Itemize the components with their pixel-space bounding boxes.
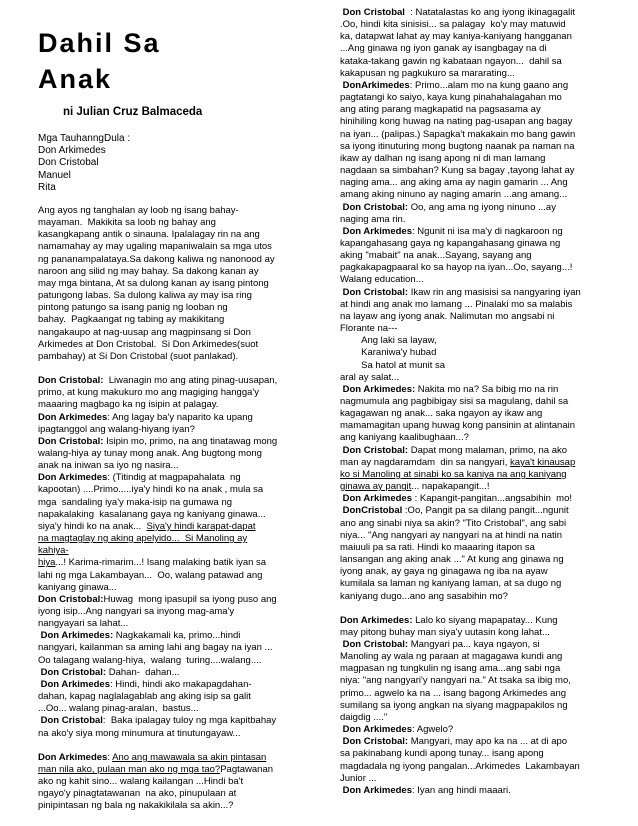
underlined-text: Siya'y hindi karapat-dapat na magtaglay ng aking apelyido... Si Manoling ay kahiya- hiya bbox=[38, 520, 256, 569]
dialogue-paragraph bbox=[38, 375, 300, 411]
speaker-name: Don Cristobal: bbox=[340, 444, 409, 456]
dialogue-text: Huwag mong ipasupil sa iyong puso ang iyong isip...Ang nangyari sa inyong mag-ama'y nangyayari sa lahat... bbox=[38, 593, 277, 630]
dialogue-text: Isipin mo, primo, na ang tinatawag mong walang-hiya ay tunay mong anak. Ang bugtong mong anak na iniwan sa iyo ng nasira... bbox=[38, 435, 278, 472]
speaker-name: Don Arkimedes bbox=[340, 724, 412, 736]
dialogue-text: Lalo ko siyang mapapatay... Kung may pitong buhay man siya'y uutasin kong lahat... bbox=[340, 614, 558, 638]
dialogue-text: Dahan- dahan... bbox=[106, 666, 180, 678]
dialogue-paragraph bbox=[38, 667, 300, 679]
dialogue-text: Ang ayos ng tanghalan ay loob ng isang bahay- mayaman. Makikita sa loob ng bahay ang kasangkapang antik o sinauna. Ipalalagay rin na ang namamahay ay may ugaling mapaniwalain sa mga utos ng pananampalataya.Sa dakong kaliwa ng nanonood ay naroon ang silid ng may bahay. Sa dakong kanan ay may mga bintana, At sa dulong kanan ay isang pintong patungong labas. Sa dulong kaliwa ay may isa ring pintong patungo sa isang panig ng looban ng bahay. Pagkaangat ng tabing ay makikitang nangakaupo at nag-uusap ang magpinsang si Don Arkimedes at Don Cristobal. Si Don Arkimedes(suot pambahay) at Si Don Cristobal (suot panlakad). bbox=[38, 205, 275, 362]
dialogue-text: Ikaw rin ang masisisi sa nangyaring iyan at hindi ang anak mo lamang ... Pinalaki mo sa malabis na layaw ang iyong anak. Nalimutan mo angsabi ni Florante na--- bbox=[340, 286, 581, 335]
speaker-name: Don Arkimedes bbox=[38, 751, 108, 763]
dialogue-paragraph bbox=[38, 412, 300, 436]
cast-member: Don Cristobal bbox=[38, 157, 99, 169]
dialogue-text: Liwanagin mo ang ating pinag-uusapan, primo, at kung makukuro mo ang magiging hangga'y maaaring magbago ka ng isipin at palagay. bbox=[38, 375, 278, 411]
speaker-name: Don Cristobal: bbox=[38, 593, 104, 605]
underlined-text: kaya't kinausap ko si Manoling at sinabi ko sa kaniya na ang kaniyang ginawa ay pangit bbox=[340, 456, 576, 493]
dialogue-text: ... napakapangit...! bbox=[411, 481, 490, 493]
dialogue-text: : Primo...alam mo na kung gaano ang pagtatangi ko saiyo, kaya kung pinahahalagahan mo ang ating parang magkapatid na pagsasama ay hinihiling kong huwag na nating pag-usapan ang bagay na iyan... (palipas.) Sapagka't makakain mo bang gawin sa iyong itinuturing mong bugtong naanak pa naman na ikaw ay dalhan ng isang apong ni di man lamang nagdaan sa simbahan? Kung sa bagay ,tayong lahat ay naging ama... ang aking ama ay nagin gamarin ... Ang amang aking ninuno ay naging amarin ...ang amang... bbox=[340, 79, 576, 201]
dialogue-paragraph bbox=[340, 445, 622, 494]
dialogue-paragraph bbox=[340, 505, 622, 602]
speaker-name: Don Cristobal: bbox=[340, 638, 409, 650]
paragraph-gap bbox=[38, 740, 300, 752]
speaker-name: Don Arkimedes bbox=[38, 678, 110, 690]
dialogue-paragraph bbox=[340, 736, 622, 785]
dialogue-paragraph bbox=[38, 436, 300, 472]
dialogue-text: Oo, ang ama ng iyong ninuno ...ay naging ama rin. bbox=[340, 201, 556, 225]
dialogue-text: Mangyari, may apo ka na ... at di apo sa pakinabang kundi apong tunay... isang apong magdadala ng iyong pangalan...Arkimedes Lakambayan Junior ... bbox=[340, 736, 580, 784]
right-body-text bbox=[340, 7, 622, 797]
underlined-text: Ano ang mawawala sa akin pintasan man nila ako, pulaan man ako ng mga tao? bbox=[38, 751, 267, 775]
dialogue-text: : Kapangit-pangitan...angsabihin mo! bbox=[411, 493, 573, 505]
dialogue-paragraph bbox=[38, 752, 300, 813]
cast-member: Don Arkimedes bbox=[38, 145, 106, 157]
dialogue-text: : Natatalastas ko ang iyong ikinagagalit .Oo, hindi kita sinisisi... sa palagay ko'y may matuwid ka, datapwat lahat ay may kaniya-kaniyang hangganan ...Ang ginawa ng iyon ganak ay isangbagay na di kataka-takang gawin ng kabataan ngayon... dahil sa kakapusan ng pagkukuro sa mararating... bbox=[340, 7, 575, 79]
dialogue-paragraph bbox=[340, 615, 622, 639]
dialogue-paragraph bbox=[340, 7, 622, 80]
cast-member: Manuel bbox=[38, 169, 71, 181]
dialogue-paragraph bbox=[340, 384, 622, 445]
cast-list bbox=[38, 133, 130, 194]
speaker-name: Don Cristobal bbox=[38, 715, 103, 727]
dialogue-text: : Ngunit ni isa ma'y di nagkaroon ng kapangahasang gaya ng kapangahasang ginawa ng aking "mabait" na anak...Sayang, sayang ang pagkakapagpaaral ko sa hayop na iyan...Oo, sayang...! Walang education... bbox=[340, 225, 573, 286]
cast-member: Rita bbox=[38, 181, 56, 193]
dialogue-paragraph bbox=[38, 472, 300, 594]
dialogue-paragraph bbox=[38, 594, 300, 630]
left-body-text bbox=[38, 205, 300, 813]
dialogue-text: : Ang lagay ba'y naparito ka upang ipagtanggol ang walang-hiyang iyan? bbox=[38, 411, 253, 435]
title-line-1: Dahil Sa bbox=[38, 28, 161, 58]
speaker-name: Don Cristobal: bbox=[38, 666, 107, 678]
dialogue-paragraph bbox=[38, 205, 300, 363]
speaker-name: Don Arkimedes: bbox=[340, 383, 416, 395]
speaker-name: Don Arkimedes bbox=[38, 411, 108, 423]
speaker-name: Don Cristobal: bbox=[340, 201, 409, 213]
speaker-name: Don Cristobal: bbox=[340, 736, 409, 748]
dialogue-text: :Oo, Pangit pa sa dilang pangit...ngunit ano ang sinabi niya sa akin? "Tito Cristobal", ang sabi niya... "Ang nangyari ay nangyari na at hindi na natin maiuuli pa sa rati. Hindi ko maaaring itapon sa lansangan ang aking anak ..." At kung ang ginawa ng iyong anak, ay gaya ng ginagawa ng iba na ayaw kumilala sa laman ng kaniyang laman, at sa dugo ng kaniyang dugo...ano ang sasabihin mo? bbox=[340, 505, 569, 602]
speaker-name: Don Arkimedes: bbox=[340, 614, 413, 626]
dialogue-paragraph bbox=[340, 724, 622, 736]
dialogue-text: : bbox=[107, 751, 113, 763]
dialogue-paragraph bbox=[340, 202, 622, 226]
speaker-name: DonArkimedes bbox=[340, 79, 410, 91]
paragraph-gap bbox=[38, 363, 300, 375]
dialogue-paragraph bbox=[340, 639, 622, 724]
dialogue-paragraph bbox=[38, 630, 300, 666]
speaker-name: Don Cristobal bbox=[340, 7, 405, 18]
speaker-name: Don Cristobal: bbox=[340, 286, 409, 298]
dialogue-text: Dapat mong malaman, primo, na ako man ay nagdaramdam din sa nangyari, bbox=[340, 444, 568, 468]
dialogue-text: Nagkakamali ka, primo...hindi nangyari, kailanman sa aming lahi ang bagay na iyan ... Oo talagang walang-hiya, walang turing....walang.... bbox=[38, 630, 273, 666]
dialogue-paragraph bbox=[340, 493, 622, 505]
paragraph-gap bbox=[340, 603, 622, 615]
speaker-name: DonCristobal bbox=[340, 505, 403, 517]
dialogue-text: Nakita mo na? Sa bibig mo na rin nagmumula ang pagbibigay sisi sa magulang, dahil sa kagagawan ng anak... saka ngayon ay ikaw ang mamamagitan upang huwag kong pansinin at alintanain ang kaniyang kaalibughaan...? bbox=[340, 383, 576, 444]
dialogue-text: Pagtawanan ako ng kahit sino... walang kailangan ...Hindi ba't ngayo'y pinagtatawanan na ako, pinupulaan at pinipintasan ng bala ng nakakikilala sa akin...? bbox=[38, 763, 274, 812]
dialogue-paragraph bbox=[340, 80, 622, 202]
dialogue-text: Mangyari pa... kaya ngayon, si Manoling ay wala ng paraan at magagawa kundi ang magpasan ng tungkulin ng isang ama...ang sabi nga niya: "ang nangyari'y nangyari na." At tsaka sa ibig mo, primo... agwelo ka na ... isang bagong Arkimedes ang sumilang sa iyong angkan na siyang magpapakilos ng daigdig ...." bbox=[340, 638, 571, 723]
dialogue-paragraph bbox=[340, 785, 622, 797]
dialogue-text: : Iyan ang hindi maaari. bbox=[411, 784, 511, 796]
speaker-name: Don Arkimedes bbox=[340, 225, 412, 237]
title-line-2: Anak bbox=[38, 64, 113, 94]
dialogue-text: : (Titindig at magpapahalata ng kapootan) ....Primo.....iya'y hindi ko na anak , mula sa mga sandaling iya'y maka-isip na gumawa ng napakalaking kasalanang gaya ng kaniyang ginawa... siya'y hindi ko na anak... bbox=[38, 472, 266, 532]
dialogue-text: : Agwelo? bbox=[411, 724, 454, 736]
speaker-name: Don Arkimedes bbox=[38, 472, 108, 484]
speaker-name: Don Arkimedes: bbox=[38, 630, 114, 642]
cast-heading: Mga TauhanngDula : bbox=[38, 133, 131, 144]
dialogue-paragraph bbox=[340, 226, 622, 287]
dialogue-text: : Hindi, hindi ako makapagdahan- dahan, kapag naglalagablab ang aking isip sa galit ...Oo... walang pinag-aralan, bastus... bbox=[38, 678, 252, 715]
dialogue-text: Ang laki sa layaw, Karaniwa'y hubad Sa hatol at munit sa aral ay salat... bbox=[340, 335, 446, 383]
speaker-name: Don Cristobal: bbox=[38, 375, 104, 387]
dialogue-text: : Baka ipalagay tuloy ng mga kapitbahay na ako'y siya mong minumura at tinutungayaw... bbox=[38, 715, 277, 739]
author-byline: ni Julian Cruz Balmaceda bbox=[63, 106, 203, 118]
dialogue-paragraph bbox=[38, 679, 300, 715]
dialogue-paragraph bbox=[38, 715, 300, 739]
dialogue-paragraph bbox=[340, 335, 622, 384]
speaker-name: Don Arkimedes bbox=[340, 493, 412, 505]
dialogue-paragraph bbox=[340, 287, 622, 336]
dialogue-text: ...! Karima-rimarim...! Isang malaking batik iyan sa lahi ng mga Lakambayan... Oo, walang patawad ang kaniyang ginawa... bbox=[38, 557, 267, 593]
speaker-name: Don Cristobal: bbox=[38, 435, 104, 447]
speaker-name: Don Arkimedes bbox=[340, 784, 412, 796]
